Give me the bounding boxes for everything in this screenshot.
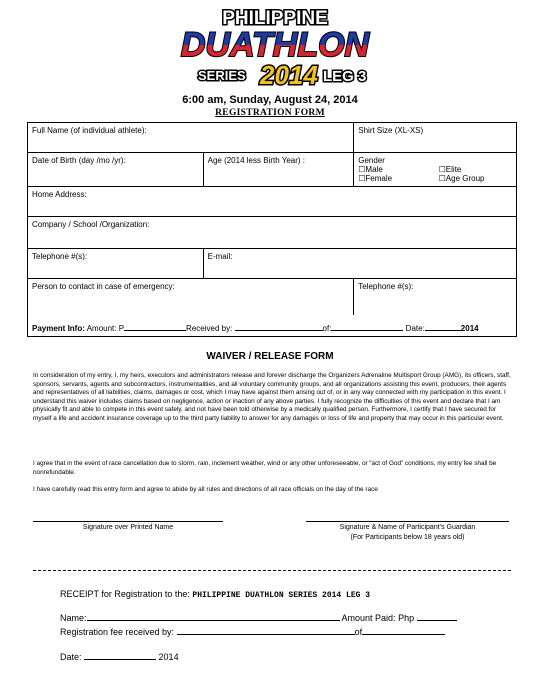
elite-checkbox[interactable]: ☐Elite [438,165,462,174]
payment-info-row [28,315,517,337]
emergency-phone-label: Telephone #(s): [358,282,414,291]
home-address-label: Home Address: [32,190,87,199]
received-by-blank[interactable] [235,321,323,331]
event-date-time: 6:00 am, Sunday, August 24, 2014 [182,94,358,106]
receipt-prefix: RECEIPT for Registration to the: [60,589,190,599]
received-by-label: Received by: [186,324,233,333]
receipt-date-year: 2014 [158,652,179,662]
receipt-received-label: Registration fee received by: [60,627,175,637]
logo-line2: DUATHLON [180,26,370,64]
amount-label: Amount: P [86,324,125,333]
receipt-received-row [60,625,445,637]
home-address-field[interactable] [28,187,517,217]
emergency-contact-label: Person to contact in case of emergency: [32,282,175,291]
receipt-amount-blank[interactable] [417,611,457,621]
shirt-size-label: Shirt Size (XL-XS) [358,126,424,135]
form-title: REGISTRATION FORM [215,108,325,118]
full-name-field[interactable] [28,123,354,153]
emergency-contact-field[interactable] [28,279,354,315]
signature-line-guardian[interactable] [306,521,509,522]
receipt-amount-label: Amount Paid: Php [341,613,415,623]
age-group-checkbox[interactable]: ☐Age Group [438,174,485,183]
gender-cell [354,153,435,187]
receipt-header [60,589,370,600]
signature-participant-label: Signature over Printed Name [82,524,174,531]
date-year: 2014 [460,324,479,333]
full-name-label: Full Name (of individual athlete): [32,126,147,135]
telephone-field[interactable] [28,249,204,279]
event-logo [150,4,400,88]
telephone-label: Telephone #(s): [32,252,88,261]
male-checkbox[interactable]: ☐Male [358,165,383,174]
date-label: Date: [405,324,425,333]
receipt-name-blank[interactable] [87,611,340,621]
cut-line [33,570,511,571]
company-label: Company / School /Organization: [32,220,150,229]
of-blank[interactable] [331,321,403,331]
dob-field[interactable] [28,153,204,187]
waiver-paragraph-3: I have carefully read this entry form and agree to abide by all rules and directions of all race officials on the day of the race [33,486,378,493]
email-field[interactable] [203,249,516,279]
logo-line1: PHILIPPINE [222,8,328,29]
amount-blank[interactable] [124,321,186,331]
logo-leg: LEG 3 [323,68,367,85]
registration-table [27,122,517,337]
email-label: E-mail: [207,252,233,261]
receipt-event-name: PHILIPPINE DUATHLON SERIES 2014 LEG 3 [192,591,371,600]
logo-year: 2014 [260,60,318,88]
receipt-name-row [60,611,457,623]
receipt-name-label: Name: [60,613,87,623]
receipt-date-blank[interactable] [84,650,156,660]
company-field[interactable] [28,217,517,249]
receipt-of-label: of [354,627,363,637]
category-cell [435,153,517,187]
signature-guardian-note: (For Participants below 18 years old) [350,534,465,541]
waiver-title: WAIVER / RELEASE FORM [206,351,334,362]
date-blank[interactable] [425,321,461,331]
receipt-date-row [60,650,179,662]
age-field[interactable] [203,153,354,187]
shirt-size-field[interactable] [354,123,517,153]
receipt-of-blank[interactable] [362,625,445,635]
dob-label: Date of Birth (day /mo /yr): [32,156,126,165]
signature-line-participant[interactable] [33,521,223,522]
waiver-paragraph-2: I agree that in the event of race cancellation due to storm, rain, inclement weather, wind or any other unforeseeable, or “act of God” conditions, my entry fee shall be nonrefundable. [33,460,497,476]
payment-info-label: Payment Info: [32,324,85,333]
emergency-phone-field[interactable] [354,279,517,315]
waiver-paragraph-1: In consideration of my entry, I, my heirs, executors and administrators release and forever discharge the Organizers Adrenaline Multisport Group (AMG), its officers, staff, sponsors, servants, agents and subcontractors, instrumentalities, and all voluntary community groups, and all organizations assisting this event, producers, their agents and representatives of all liabilities, claims, damages or cost, which I may have against them arising out of, or in any way connected with my participation in this event. I understand this waiver includes claims based on negligence, action or inaction of any above parties. I fully recognize the difficulties of this event and declare that I am physically fit and able to compete in this event safely, and not have been told otherwise by a medically qualified person. Furthermore, I certify that I have secured for myself a life and accident insurance coverage up to the third party liability to answer for any damages or loss of life and property that may occur in this particular event. [33,372,511,422]
gender-label: Gender [358,156,385,165]
signature-guardian-label: Signature & Name of Participant’s Guardian [339,524,476,531]
of-label: of: [322,324,332,333]
logo-series: SERIES [198,68,246,83]
receipt-received-blank[interactable] [177,625,355,635]
age-label: Age (2014 less Birth Year) : [207,156,305,165]
female-checkbox[interactable]: ☐Female [358,174,393,183]
receipt-date-label: Date: [60,652,82,662]
